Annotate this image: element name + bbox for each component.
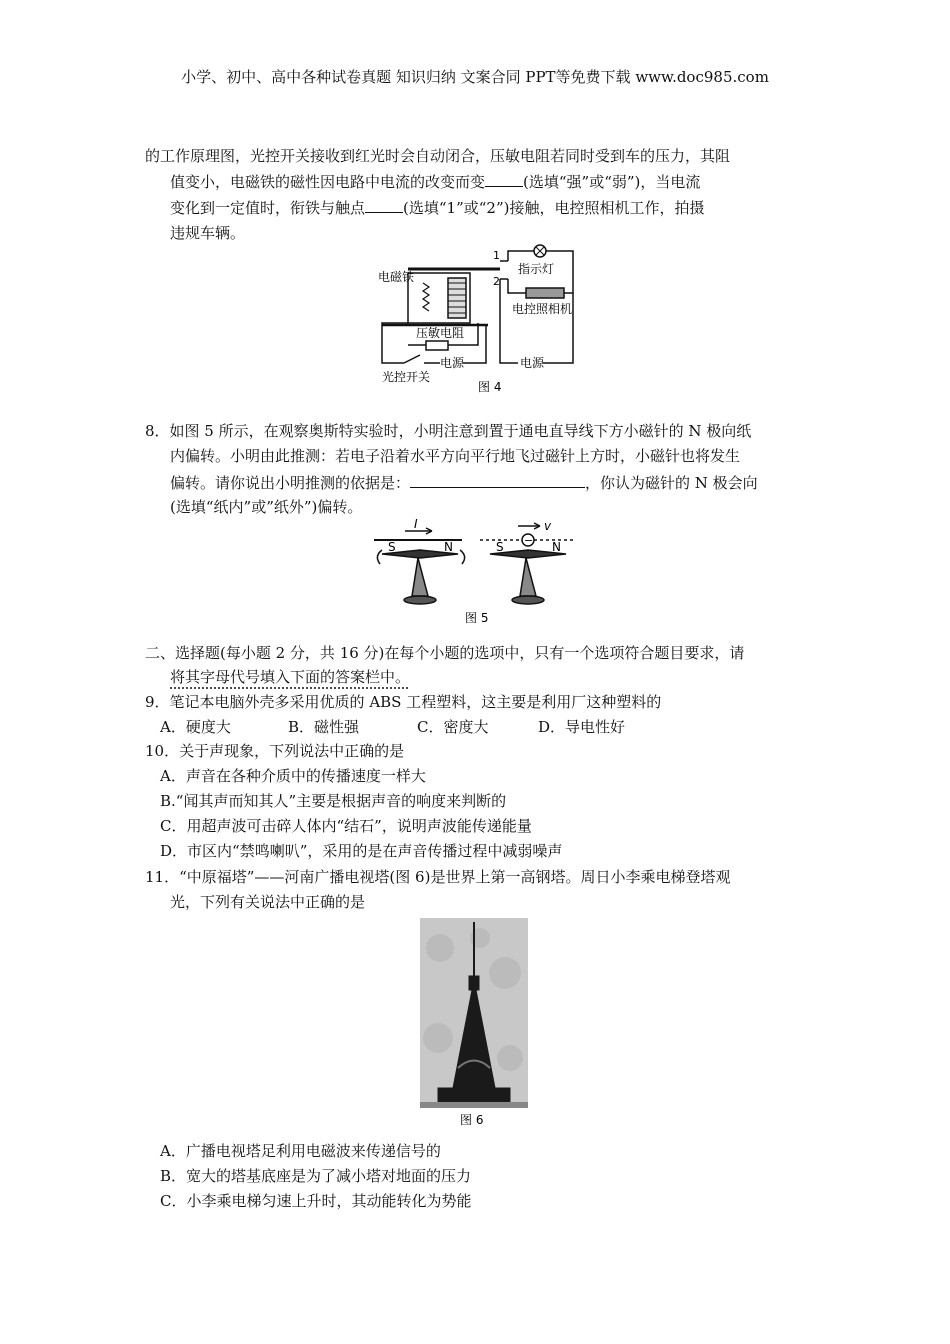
q8-line4: (选填“纸内”或”纸外”)偏转。 bbox=[170, 498, 363, 516]
label-electromagnet: 电磁铁 bbox=[378, 270, 415, 284]
q7-blank-2 bbox=[365, 196, 403, 213]
q8-line3-text-a: 偏转。请你说出小明推测的依据是： bbox=[170, 474, 411, 492]
q7-line4: 违规车辆。 bbox=[170, 224, 246, 242]
compass-stand-left bbox=[412, 558, 428, 596]
figure-6-caption: 图 6 bbox=[460, 1113, 484, 1127]
q7-line3-text-a: 变化到一定值时，衔铁与触点 bbox=[170, 199, 366, 217]
q8-line3 bbox=[170, 471, 758, 494]
figure-4-caption: 图 4 bbox=[478, 380, 502, 394]
q11-line1: 11．“中原福塔”——河南广播电视塔(图 6)是世界上第一高钢塔。周日小李乘电梯登塔观 bbox=[145, 868, 731, 886]
label-n-left: N bbox=[444, 540, 453, 554]
tower-base bbox=[438, 1088, 510, 1102]
label-electron: − bbox=[524, 534, 534, 547]
label-pressure-resistor: 压敏电阻 bbox=[416, 326, 465, 340]
q8-blank-1 bbox=[410, 471, 585, 488]
tower-pod bbox=[469, 976, 479, 990]
q7-line2-text-b: (选填“强”或“弱”)，当电流 bbox=[523, 173, 701, 191]
light-switch bbox=[404, 355, 420, 363]
section-2-heading-line2: 将其字母代号填入下面的答案栏中。 bbox=[170, 668, 411, 686]
label-light-switch: 光控开关 bbox=[382, 370, 431, 384]
q9-option-c: C．密度大 bbox=[417, 718, 489, 736]
label-velocity: v bbox=[544, 519, 552, 533]
electromagnet-coil bbox=[448, 278, 466, 318]
spring bbox=[423, 283, 429, 311]
q9-option-d: D．导电性好 bbox=[538, 718, 626, 736]
q11-option-c: C．小李乘电梯匀速上升时，其动能转化为势能 bbox=[160, 1192, 472, 1210]
q10-option-c: C．用超声波可击碎人体内“结石”，说明声波能传递能量 bbox=[160, 817, 532, 835]
label-s-left: S bbox=[388, 540, 396, 554]
q11-option-b: B．宽大的塔基底座是为了减小塔对地面的压力 bbox=[160, 1167, 472, 1185]
label-s-right: S bbox=[496, 540, 504, 554]
q7-line2-text-a: 值变小，电磁铁的磁性因电路中电流的改变而变 bbox=[170, 173, 486, 191]
q7-line3-text-b: (选填“1”或“2”)接触，电控照相机工作，拍摄 bbox=[403, 199, 705, 217]
label-n-right: N bbox=[552, 540, 561, 554]
q7-blank-1 bbox=[485, 170, 523, 187]
figure-4-relay-circuit bbox=[368, 243, 583, 398]
section-2-heading-line1: 二、选择题(每小题 2 分，共 16 分)在每个小题的选项中，只有一个选项符合题目要求，请 bbox=[145, 644, 745, 662]
q10-option-d: D．市区内“禁鸣喇叭”，采用的是在声音传播过程中减弱噪声 bbox=[160, 842, 563, 860]
rotation-arrow-left bbox=[377, 550, 382, 564]
label-contact-1: 1 bbox=[493, 249, 500, 262]
q11-option-a: A．广播电视塔足利用电磁波来传递信号的 bbox=[160, 1142, 441, 1160]
q10-option-a: A．声音在各种介质中的传播速度一样大 bbox=[160, 767, 426, 785]
label-contact-2: 2 bbox=[493, 275, 500, 288]
pressure-resistor bbox=[426, 341, 448, 350]
compass-stand-right bbox=[520, 558, 536, 596]
label-current: I bbox=[414, 518, 418, 531]
q10-option-b: B.“闻其声而知其人”主要是根据声音的响度来判断的 bbox=[160, 792, 507, 810]
q7-line3 bbox=[170, 196, 704, 219]
figure-6-tv-tower bbox=[420, 918, 528, 1132]
figure-5-oersted bbox=[370, 518, 580, 628]
q9-option-a: A．硬度大 bbox=[160, 718, 231, 736]
q10-stem: 10．关于声现象，下列说法中正确的是 bbox=[145, 742, 405, 760]
label-power-left: 电源 bbox=[440, 356, 465, 370]
label-camera: 电控照相机 bbox=[512, 302, 573, 316]
label-power-right: 电源 bbox=[520, 356, 545, 370]
label-lamp: 指示灯 bbox=[518, 262, 555, 276]
q9-stem: 9．笔记本电脑外壳多采用优质的 ABS 工程塑料，这主要是利用厂这种塑料的 bbox=[145, 693, 662, 711]
q8-line2: 内偏转。小明由此推测：若电子沿着水平方向平行地飞过磁针上方时，小磁针也将发生 bbox=[170, 447, 741, 465]
q11-line2: 光，下列有关说法中正确的是 bbox=[170, 893, 366, 911]
figure-5-caption: 图 5 bbox=[465, 611, 489, 625]
q7-line1: 的工作原理图，光控开关接收到红光时会自动闭合，压敏电阻若同时受到车的压力，其阻 bbox=[145, 147, 731, 165]
q8-line3-text-b: ，你认为磁针的 N 极会向 bbox=[585, 474, 758, 492]
q7-line2 bbox=[170, 170, 700, 193]
q8-line1: 8．如图 5 所示，在观察奥斯特实验时，小明注意到置于通电直导线下方小磁针的 N 极向纸 bbox=[145, 422, 752, 440]
q9-option-b: B．磁性强 bbox=[288, 718, 360, 736]
camera-symbol bbox=[526, 288, 564, 298]
page-header: 小学、初中、高中各种试卷真题 知识归纳 文案合同 PPT等免费下载 www.doc985.com bbox=[181, 68, 769, 86]
